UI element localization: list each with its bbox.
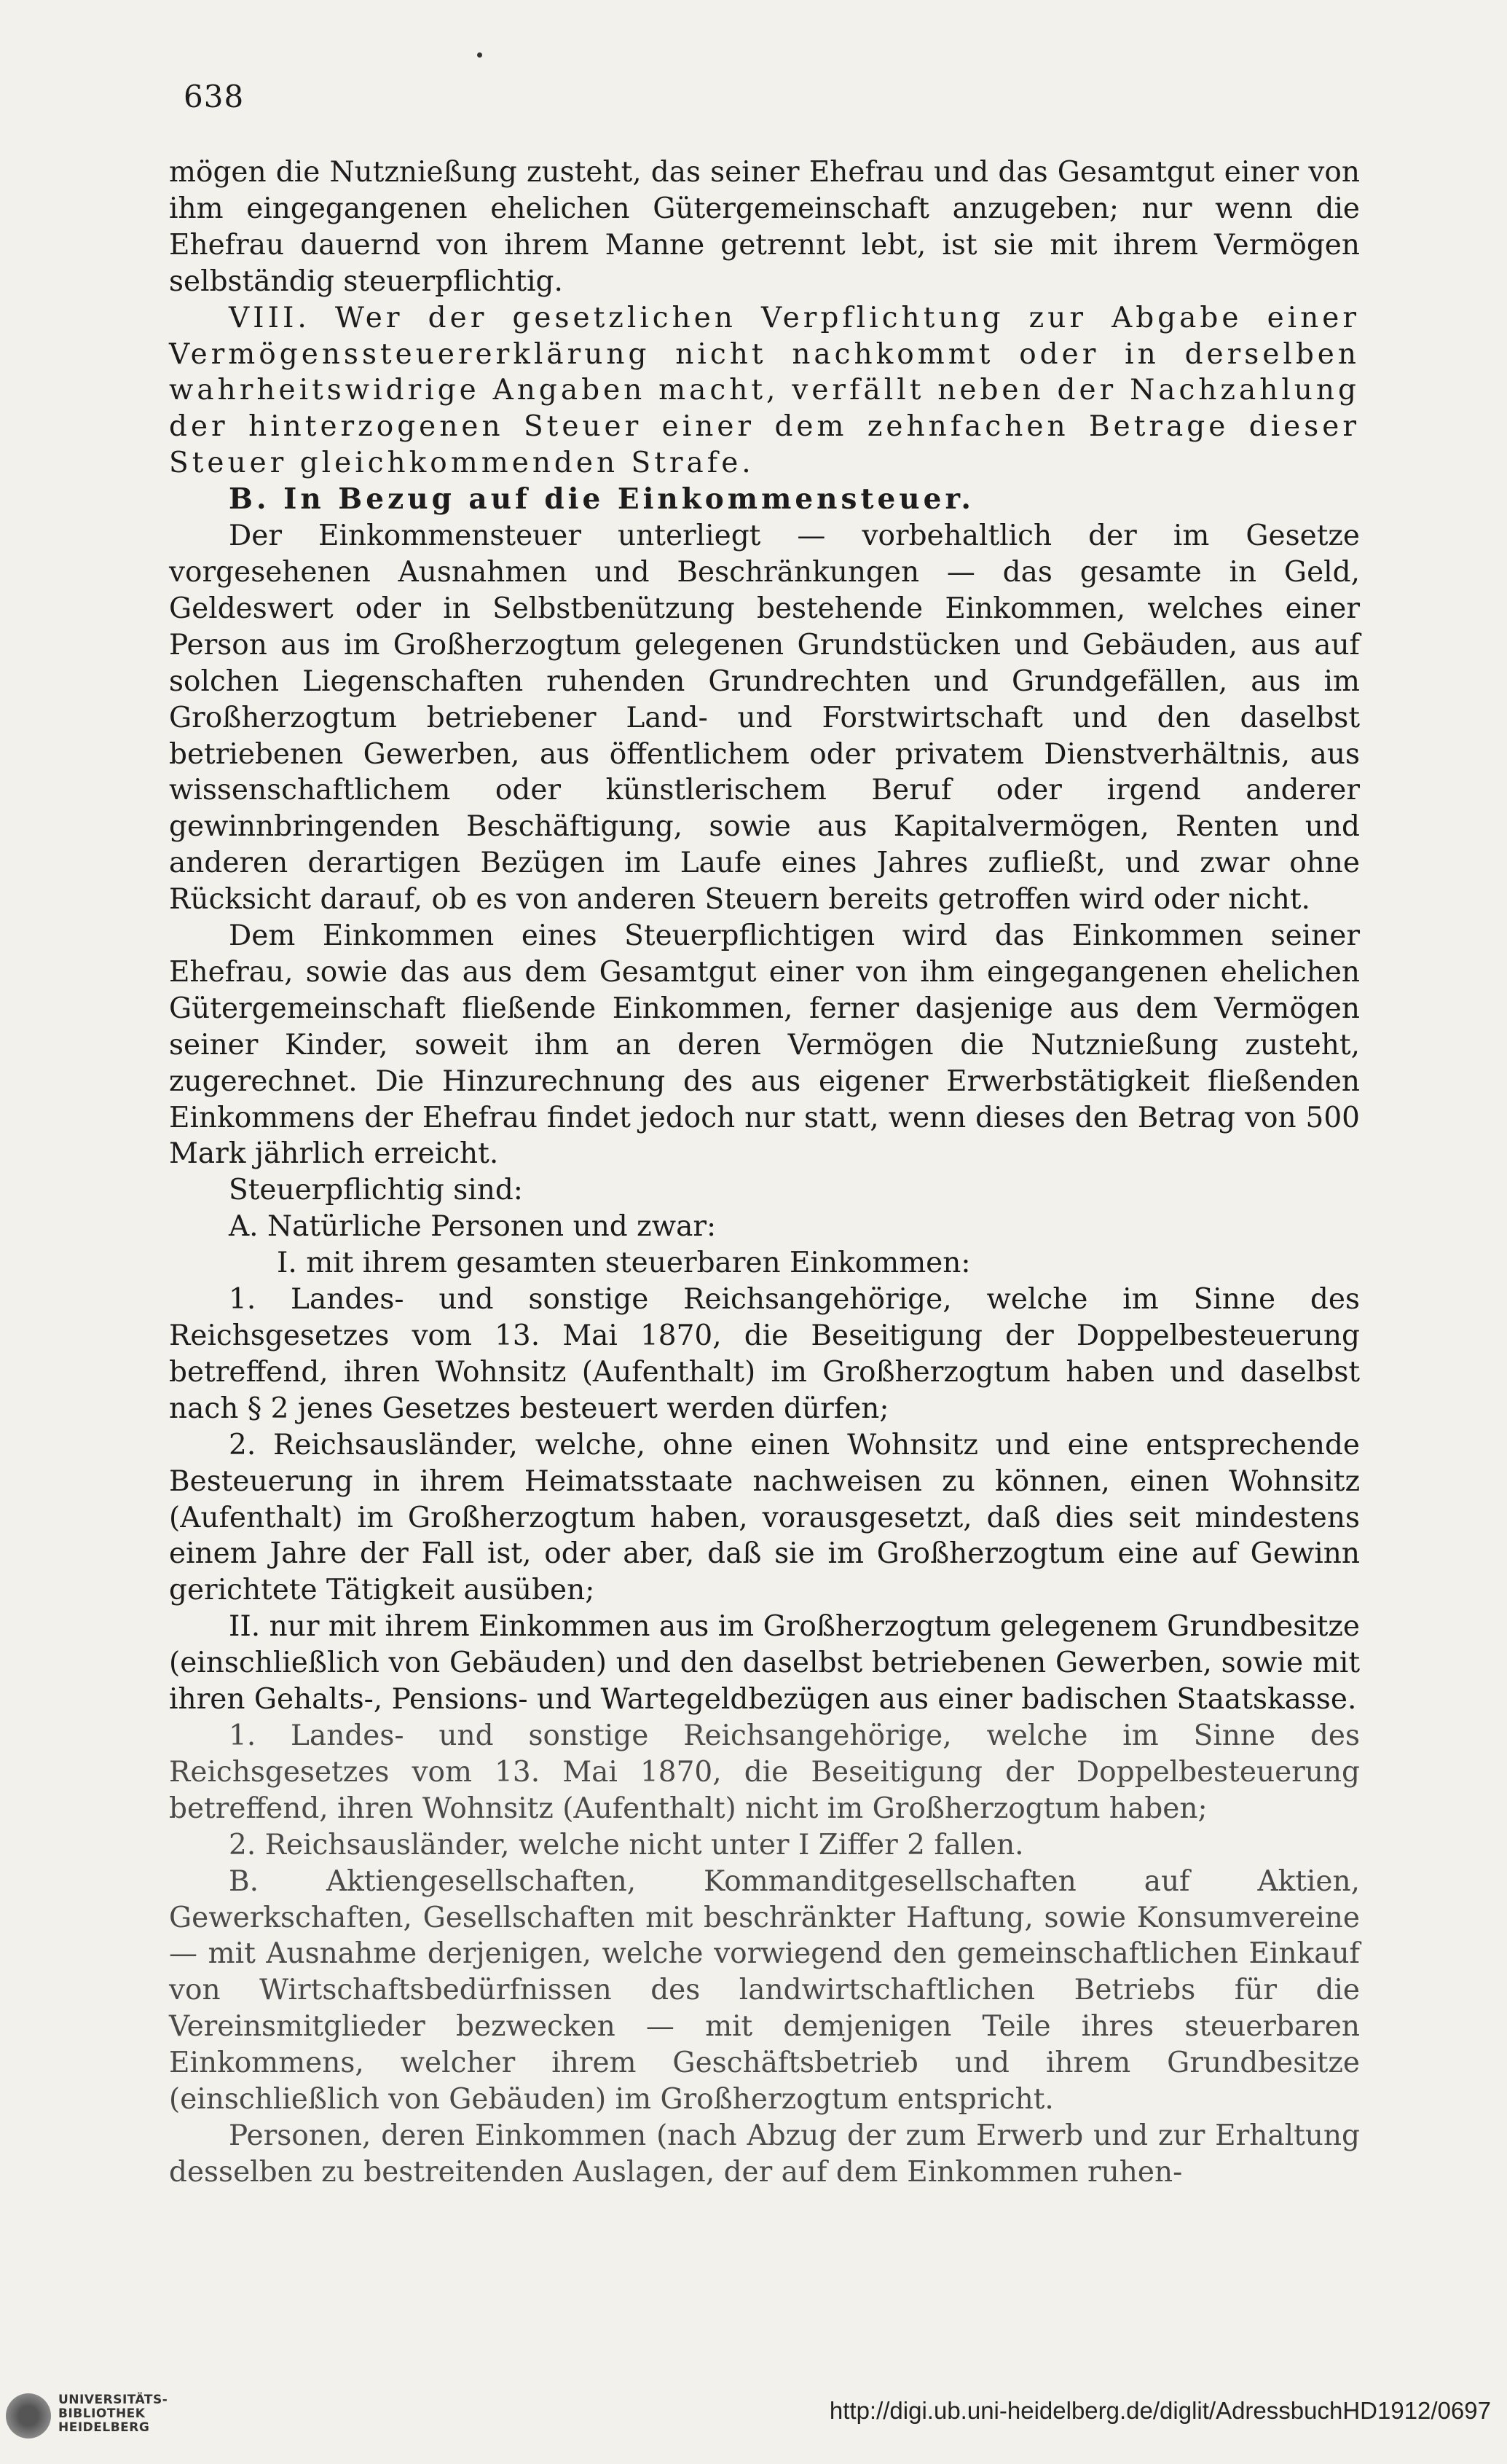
list-heading-partial-income: II. nur mit ihrem Einkommen aus im Großherzogtum gelegenem Grundbesitze (einschließlich von Gebäuden) und den daselbst betriebenen Gewerben, sowie mit ihren Gehalts-, Pensions- und Wartegeldbezügen aus einer badischen Staatskasse. <box>169 1610 1360 1716</box>
list-item-ii-1: 1. Landes- und sonstige Reichsangehörige, welche im Sinne des Reichsgesetzes vom 13. Mai 1870, die Beseitigung der Doppelbesteuerung betreffend, ihren Wohnsitz (Aufenthalt) nicht im Großherzogtum haben; <box>169 1719 1360 1825</box>
section-heading-b: B. In Bezug auf die Einkommensteuer. <box>229 482 975 517</box>
library-logo <box>6 2393 168 2439</box>
list-item-ii-2: 2. Reichsausländer, welche nicht unter I Ziffer 2 fallen. <box>229 1828 1024 1861</box>
paragraph-income-tax: Der Einkommensteuer unterliegt — vorbehaltlich der im Gesetze vorgesehenen Ausnahmen und Beschränkungen — das gesamte in Geld, Geldeswert oder in Selbstbenützung bestehende Einkommen, welches einer Person aus im Großherzogtum gelegenen Grundstücken und Gebäuden, aus auf solchen Liegenschaften ruhenden Grundrechten und Grundgefällen, aus im Großherzogtum betriebener Land- und Forstwirtschaft und den daselbst betriebenen Gewerben, aus öffentlichem oder privatem Dienstverhältnis, aus wissenschaftlichem oder künstlerischem Beruf oder irgend anderer gewinnbringenden Beschäftigung, sowie aus Kapitalvermögen, Renten und anderen derartigen Bezügen im Laufe eines Jahres zufließt, und zwar ohne Rücksicht darauf, ob es von anderen Steuern bereits getroffen wird oder nicht. <box>169 519 1360 917</box>
list-item-2: 2. Reichsausländer, welche, ohne einen Wohnsitz und eine entsprechende Besteuerung in ihrem Heimatsstaate nachweisen zu können, einen Wohnsitz (Aufenthalt) im Großherzogtum haben, vorausgesetzt, daß dies seit mindestens einem Jahre der Fall ist, oder aber, daß sie im Großherzogtum eine auf Gewinn gerichtete Tätigkeit ausüben; <box>169 1428 1360 1607</box>
page-number: 638 <box>184 79 245 114</box>
paragraph-spouse-income: Dem Einkommen eines Steuerpflichtigen wird das Einkommen seiner Ehefrau, sowie das aus dem Gesamtgut einer von ihm eingegangenen ehelichen Gütergemeinschaft fließende Einkommen, ferner dasjenige aus dem Vermögen seiner Kinder, soweit ihm an deren Vermögen die Nutznießung zusteht, zugerechnet. Die Hinzurechnung des aus eigener Erwerbstätigkeit fließenden Einkommens der Ehefrau findet jedoch nur statt, wenn dieses den Betrag von 500 Mark jährlich erreicht. <box>169 919 1360 1171</box>
university-seal-icon <box>6 2393 51 2439</box>
scan-mark <box>477 52 482 58</box>
list-heading-natural-persons: A. Natürliche Personen und zwar: <box>229 1210 717 1244</box>
list-heading-total-income: I. mit ihrem gesamten steuerbaren Einkommen: <box>277 1247 971 1280</box>
list-heading-taxable: Steuerpflichtig sind: <box>229 1174 523 1207</box>
paragraph-persons: Personen, deren Einkommen (nach Abzug der zum Erwerb und zur Erhaltung desselben zu bestreitenden Auslagen, der auf dem Einkommen ruhen- <box>169 2119 1360 2189</box>
list-item-1: 1. Landes- und sonstige Reichsangehörige, welche im Sinne des Reichsgesetzes vom 13. Mai 1870, die Beseitigung der Doppelbesteuerung betreffend, ihren Wohnsitz (Aufenthalt) im Großherzogtum haben und daselbst nach § 2 jenes Gesetzes besteuert werden dürfen; <box>169 1283 1360 1425</box>
paragraph-viii: VIII. Wer der gesetzlichen Verpflichtung zur Abgabe einer Vermögenssteuererklärung nicht nachkommt oder in derselben wahrheitswidrige Angaben macht, verfällt neben der Nachzahlung der hinterzogenen Steuer einer dem zehnfachen Betrage dieser Steuer gleichkommenden Strafe. <box>169 301 1360 480</box>
page-text <box>169 154 1360 2191</box>
source-url[interactable]: http://digi.ub.uni-heidelberg.de/diglit/AdressbuchHD1912/0697 <box>829 2397 1491 2424</box>
paragraph-companies: B. Aktiengesellschaften, Kommanditgesellschaften auf Aktien, Gewerkschaften, Gesellschaften mit beschränkter Haftung, sowie Konsumvereine — mit Ausnahme derjenigen, welche vorwiegend den gemeinschaftlichen Einkauf von Wirtschaftsbedürfnissen des landwirtschaftlichen Betriebs für die Vereinsmitglieder bezwecken — mit demjenigen Teile ihres steuerbaren Einkommens, welcher ihrem Geschäftsbetrieb und ihrem Grundbesitze (einschließlich von Gebäuden) im Großherzogtum entspricht. <box>169 1864 1360 2116</box>
library-name: UNIVERSITÄTS- BIBLIOTHEK HEIDELBERG <box>58 2393 168 2435</box>
paragraph-continuation: mögen die Nutznießung zusteht, das seiner Ehefrau und das Gesamtgut einer von ihm eingegangenen ehelichen Gütergemeinschaft anzugeben; nur wenn die Ehefrau dauernd von ihrem Manne getrennt lebt, ist sie mit ihrem Vermögen selbständig steuerpflichtig. <box>169 156 1360 298</box>
